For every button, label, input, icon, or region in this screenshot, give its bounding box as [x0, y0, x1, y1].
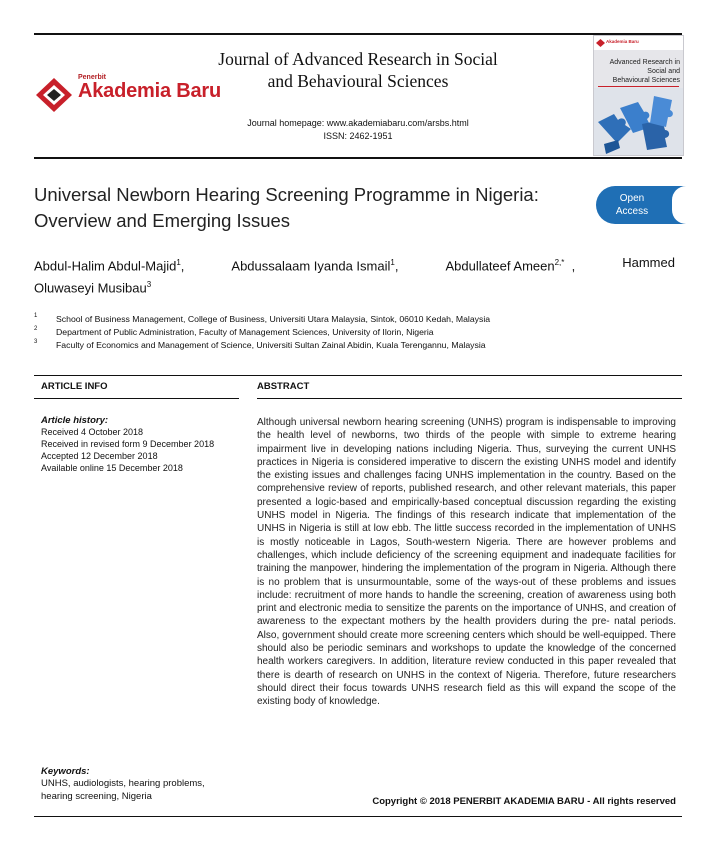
paper-title-line2: Overview and Emerging Issues: [34, 210, 291, 231]
copyright-notice: Copyright © 2018 PENERBIT AKADEMIA BARU - All rights reserved: [372, 796, 676, 807]
accepted-date: Accepted 12 December 2018: [41, 451, 158, 461]
journal-title-line1: Journal of Advanced Research in Social: [218, 49, 498, 69]
section-top-rule: [34, 375, 682, 376]
author-4-part1: Hammed: [622, 255, 675, 270]
paper-title-line1: Universal Newborn Hearing Screening Programme in Nigeria:: [34, 184, 539, 205]
affiliation-1-num: 1: [34, 313, 38, 319]
received-date: Received 4 October 2018: [41, 427, 144, 437]
abstract-header-rule: [257, 398, 682, 399]
journal-cover: [593, 35, 684, 156]
cover-publisher: Akademia Baru: [606, 39, 639, 44]
puzzle-pieces-icon: [594, 88, 683, 156]
journal-homepage[interactable]: Journal homepage: www.akademiabaru.com/arsbs.html: [247, 118, 469, 128]
publisher-small-label: Penerbit: [78, 74, 107, 81]
bottom-rule: [34, 816, 682, 817]
top-rule: [34, 33, 682, 35]
keywords-block: [41, 766, 246, 803]
diamond-logo-icon: [34, 76, 78, 114]
open-access-line2: Access: [615, 206, 649, 217]
affiliation-2-text: Department of Public Administration, Faculty of Management Sciences, University of Ilorin, Nigeria: [56, 327, 434, 337]
cover-logo-icon: [596, 39, 605, 47]
cover-title-line1: Advanced Research in: [609, 59, 680, 66]
article-info-heading: ARTICLE INFO: [41, 381, 108, 392]
article-history: [41, 415, 241, 474]
author-1-sup: 1: [176, 258, 181, 267]
author-4-sup: 3: [146, 280, 152, 290]
cover-title-line2: Social and: [647, 68, 680, 75]
online-date: Available online 15 December 2018: [41, 463, 183, 473]
journal-issn: ISSN: 2462-1951: [323, 131, 393, 141]
journal-meta: [190, 117, 526, 143]
author-2: Abdussalaam Iyanda Ismail: [231, 258, 391, 274]
cover-title: [598, 58, 680, 85]
author-3: Abdullateef Ameen: [445, 258, 555, 274]
abstract-heading: ABSTRACT: [257, 381, 310, 392]
keywords-line2: hearing screening, Nigeria: [41, 791, 152, 802]
journal-title: [190, 48, 526, 92]
affiliation-2-num: 2: [34, 326, 38, 332]
cover-header: [594, 36, 683, 50]
open-access-notch: [672, 186, 686, 224]
keywords-line1: UNHS, audiologists, hearing problems,: [41, 778, 205, 789]
author-3-sup: 2,*: [554, 258, 565, 267]
revised-date: Received in revised form 9 December 2018: [41, 439, 215, 449]
publisher-name: Akademia Baru: [78, 80, 222, 102]
author-1: Abdul-Halim Abdul-Majid: [34, 258, 177, 274]
keywords-label: Keywords:: [41, 766, 90, 777]
article-history-label: Article history:: [41, 415, 109, 426]
cover-divider: [598, 86, 679, 87]
author-list: Abdul-Halim Abdul-Majid$^1$, Abdussalaam Iyanda Ismail$^1$, Abdullateef Ameen$^{2,*}$ , Hammed Oluwaseyi Musibau$^3$: [34, 255, 675, 296]
header-rule: [34, 157, 682, 159]
paper-title: [34, 182, 589, 234]
info-header-rule: [34, 398, 239, 399]
affiliation-3-text: Faculty of Economics and Management of Science, Universiti Sultan Zainal Abidin, Kuala Terengannu, Malaysia: [56, 340, 486, 350]
affiliation-1-text: School of Business Management, College of Business, Universiti Utara Malaysia, Sintok, 06010 Kedah, Malaysia: [56, 314, 491, 324]
abstract-text: Although universal newborn hearing screening (UNHS) program is indispensable to improving the health level of newborns, two thirds of the people with simple to extreme hearing impairment live in developing nations including Nigeria. Thus, surveying the current UNHS practices in Nigeria is considered imperative to discern the existing UNHS model and identify the existing issues and challenges facing UNHS implementation in the country. Based on the comprehensive review of reports, published research, and other relevant materials, this paper presented a logic-based and empirically-based conceptual discussion regarding the existing UNHS model in Nigeria. The findings of this research indicate that implementation of the UNHS in Nigeria is still at low ebb. The little success recorded in the implementation of UNHS is mostly noticeable in Lagos, South-western Nigeria. There are however problems and challenges, which include deficiency of the screening equipment and inadequate facilities for training the manpower, hindering the implementation of the program in Nigeria. Although there is no problem that is unsurmountable, some of the ways-out of these problems and issues include: recruitment of more hands to handle the screening, creation of awareness using both print and electronic media to sensitize the parents on the importance of UNHS, and creation of awareness to the expectant mothers by the health providers during the pre- natal periods. Also, government should create more screening centers which should be well-equipped. There should also be periodic seminars and workshops to update the knowledge of the concerned health workers caregivers. In addition, literature review conducted in this paper revealed that there is dearth of research on UNHS in the context of Nigeria. Therefore, future researchers should direct their focus towards UNHS research field as this will expand the scope of the existing body of knowledge.: [257, 417, 676, 708]
open-access-line1: Open: [619, 193, 645, 204]
journal-title-line2: and Behavioural Sciences: [267, 71, 449, 91]
author-4-part2: Oluwaseyi Musibau: [34, 280, 147, 296]
open-access-badge[interactable]: [596, 186, 686, 224]
cover-title-line3: Behavioural Sciences: [612, 77, 680, 84]
affiliation-3-num: 3: [34, 339, 38, 345]
author-2-sup: 1: [390, 258, 395, 267]
